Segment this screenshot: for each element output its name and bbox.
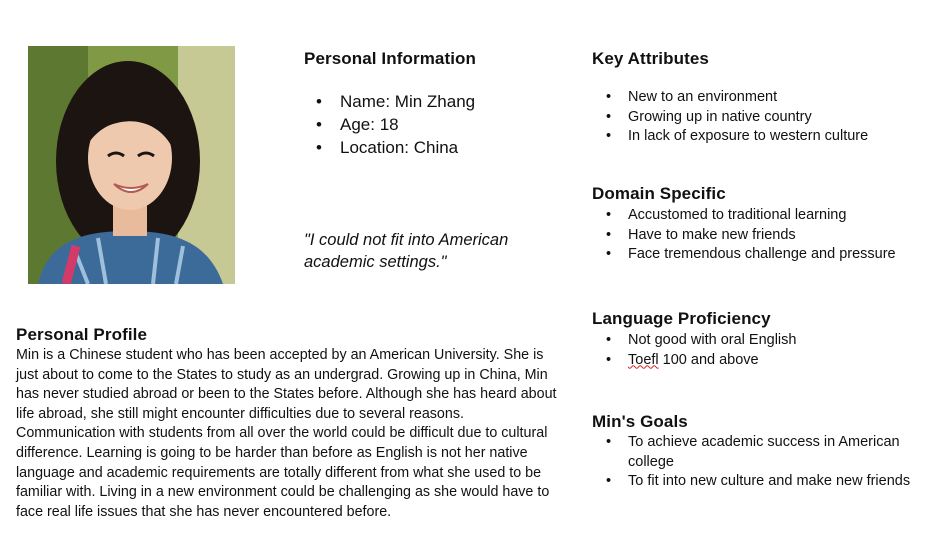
list-item: • Face tremendous challenge and pressure: [628, 245, 896, 265]
list-item-text: 100 and above: [658, 351, 759, 368]
portrait-photo: [28, 46, 235, 284]
list-item-age: • Age: 18: [340, 113, 475, 136]
portrait-icon: [28, 46, 235, 284]
key-attributes-heading: Key Attributes: [592, 49, 709, 68]
key-attributes-list: [628, 88, 868, 147]
personal-information-heading: Personal Information: [304, 49, 477, 68]
misspelled-word: Toefl: [628, 351, 659, 368]
list-item: [628, 351, 796, 371]
list-item: • Have to make new friends: [628, 226, 896, 246]
list-item: • To achieve academic success in American college: [628, 433, 913, 472]
goals-heading: Min's Goals: [592, 412, 688, 431]
domain-specific-heading: Domain Specific: [592, 184, 726, 203]
list-item: • Not good with oral English: [628, 331, 796, 351]
persona-quote: "I could not fit into American academic settings.": [304, 231, 509, 271]
list-item: • Accustomed to traditional learning: [628, 206, 896, 226]
language-proficiency-list: [628, 331, 796, 370]
personal-information-list: [340, 90, 475, 159]
list-item: • Growing up in native country: [628, 108, 868, 128]
list-item: • In lack of exposure to western culture: [628, 127, 868, 147]
list-item-name: • Name: Min Zhang: [340, 90, 475, 113]
list-item: • New to an environment: [628, 88, 868, 108]
list-item: • To fit into new culture and make new friends: [628, 472, 913, 492]
language-proficiency-heading: Language Proficiency: [592, 309, 771, 328]
personal-profile-text: Min is a Chinese student who has been accepted by an American University. She is just about to come to the States to study as an undergrad. Growing up in China, Min has never studied abroad or been to the States before. Although she has heard about life abroad, she still might encounter difficulties due to several reasons. Communication with students from all over the world could be difficult due to cultural difference. Learning is going to be harder than before as English is not her native language and academic requirements are totally different from what she used to be familiar with. Living in a new environment could be challenging as she would have to face real life issues that she has never encountered before.: [16, 347, 557, 520]
domain-specific-list: [628, 206, 896, 265]
personal-profile-heading: Personal Profile: [16, 325, 148, 344]
goals-list: [628, 433, 913, 492]
list-item-location: • Location: China: [340, 136, 475, 159]
